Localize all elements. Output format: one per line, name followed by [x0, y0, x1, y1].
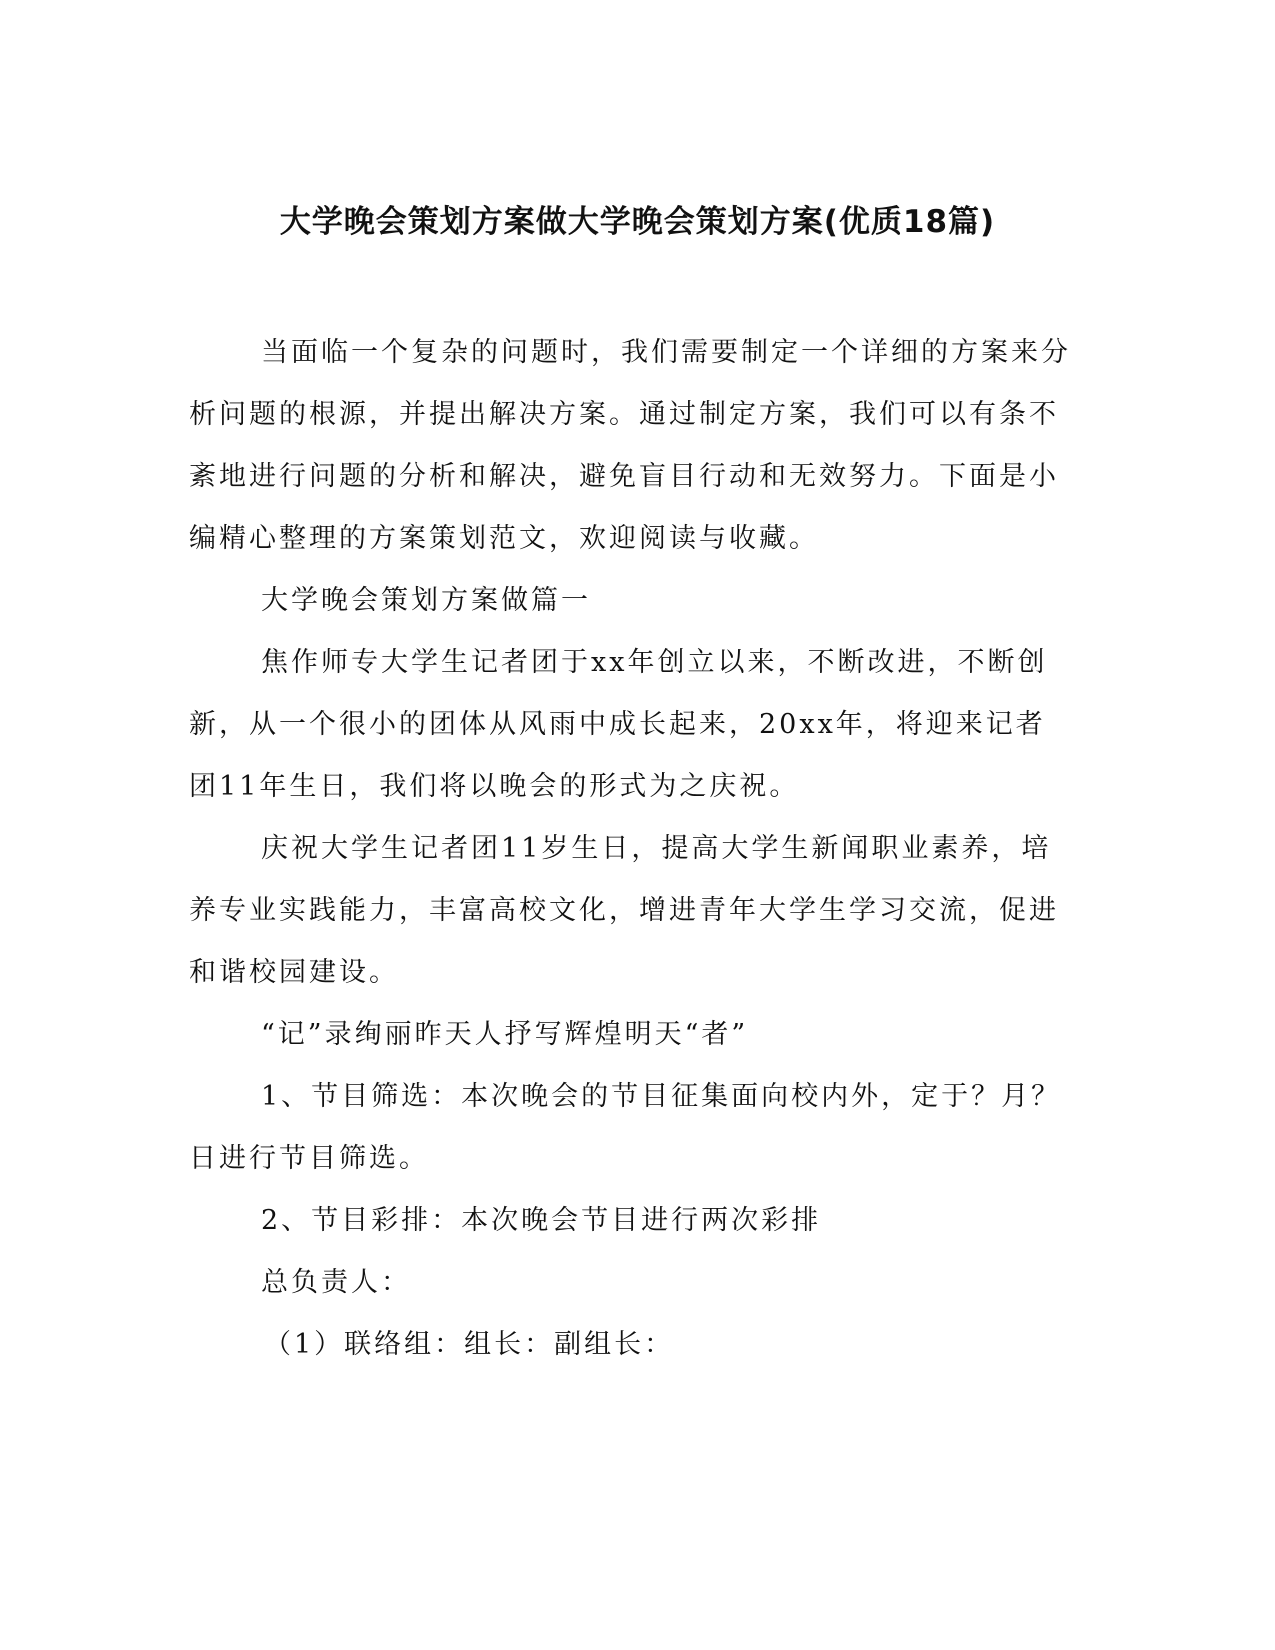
section-heading: 大学晚会策划方案做篇一	[261, 585, 591, 616]
liaison-group-line: （1）联络组：组长：副组长：	[264, 1329, 675, 1360]
background-paragraph: 焦作师专大学生记者团于xx年创立以来，不断改进，不断创新，从一个很小的团体从风雨中成长起来，20xx年，将迎来记者团11年生日，我们将以晚会的形式为之庆祝。	[189, 647, 1048, 802]
theme-line: “记”录绚丽昨天人抒写辉煌明天“者”	[261, 1019, 749, 1050]
list-item-program-selection: 1、节目筛选：本次晚会的节目征集面向校内外，定于？月？日进行节目筛选。	[189, 1081, 1062, 1174]
general-manager-line: 总负责人：	[261, 1267, 411, 1298]
list-item-rehearsal: 2、节目彩排：本次晚会节目进行两次彩排	[261, 1205, 822, 1236]
document-body	[189, 322, 1075, 1376]
intro-paragraph: 当面临一个复杂的问题时，我们需要制定一个详细的方案来分析问题的根源，并提出解决方案。通过制定方案，我们可以有条不紊地进行问题的分析和解决，避免盲目行动和无效努力。下面是小编精心整理的方案策划范文，欢迎阅读与收藏。	[189, 337, 1071, 554]
document-title: 大学晚会策划方案做大学晚会策划方案(优质18篇)	[279, 204, 996, 240]
purpose-paragraph: 庆祝大学生记者团11岁生日，提高大学生新闻职业素养，培养专业实践能力，丰富高校文化，增进青年大学生学习交流，促进和谐校园建设。	[189, 833, 1059, 988]
